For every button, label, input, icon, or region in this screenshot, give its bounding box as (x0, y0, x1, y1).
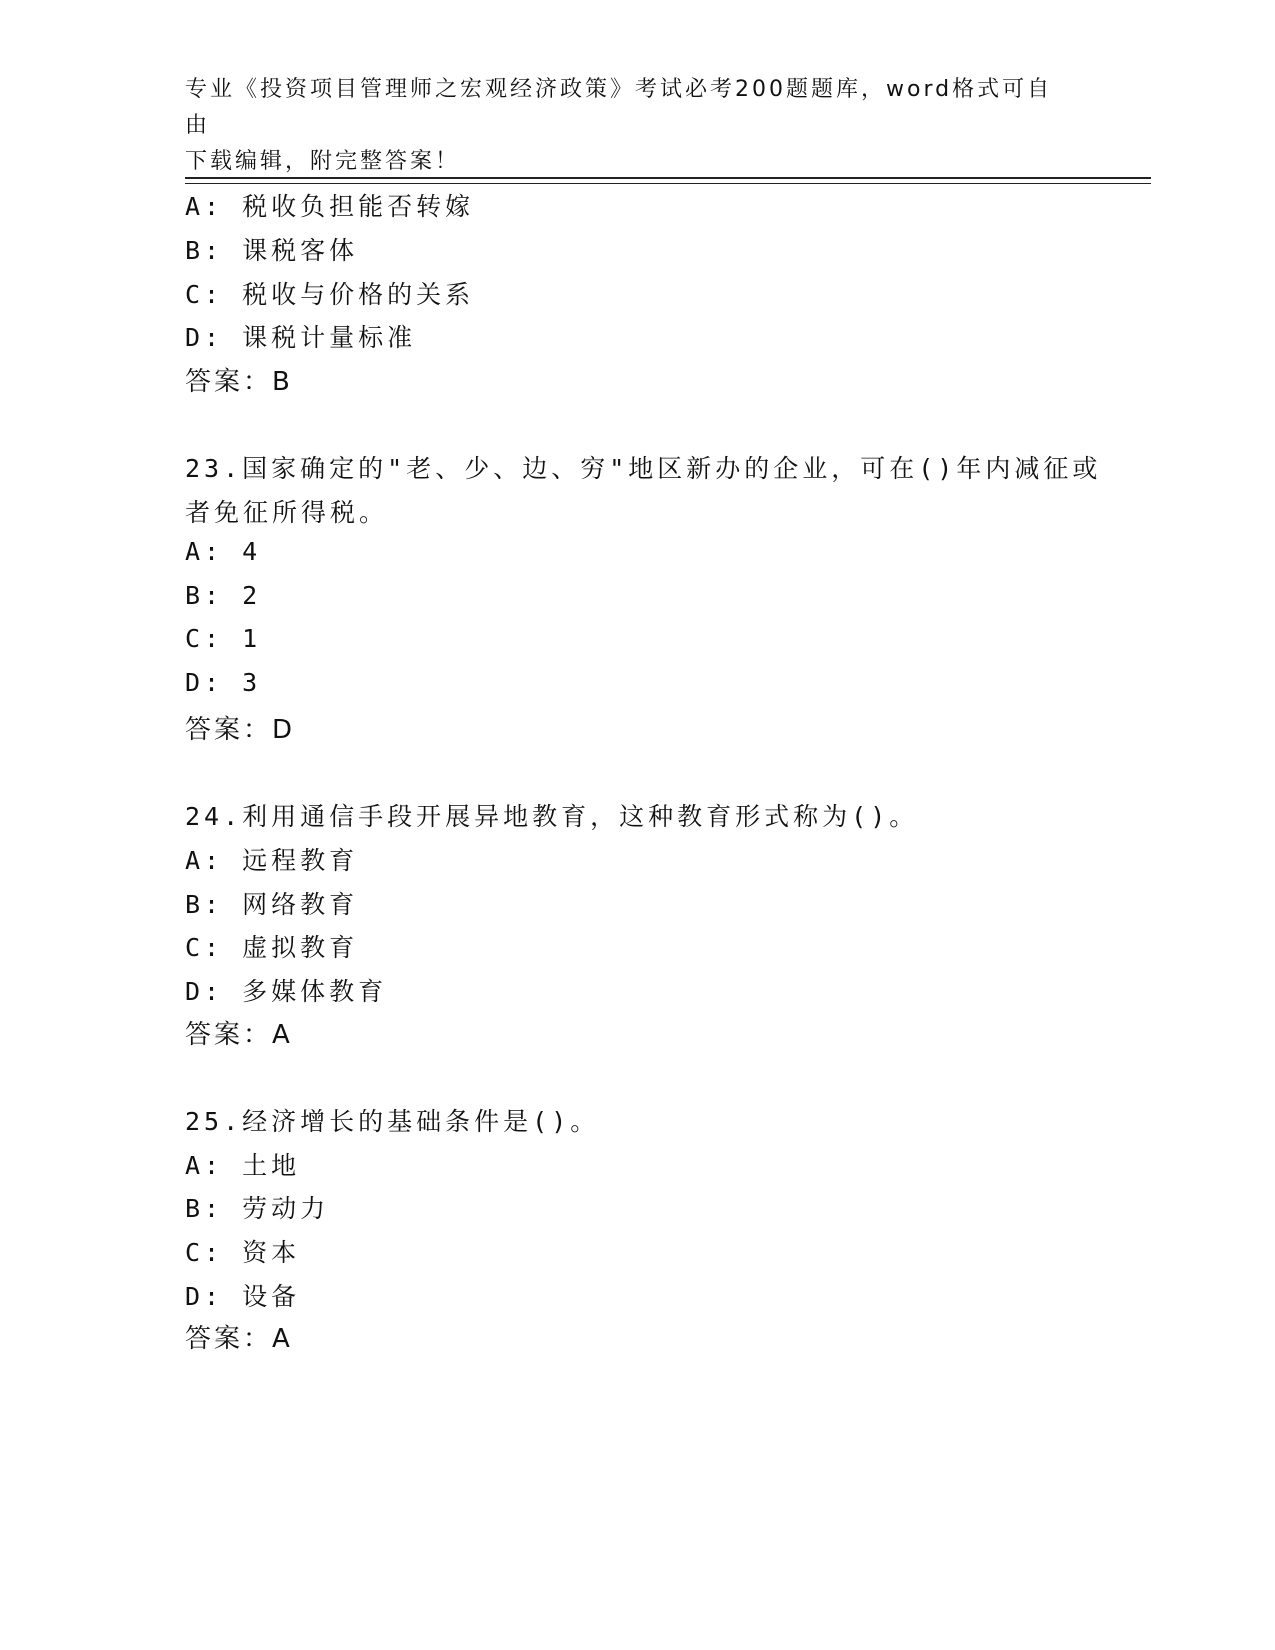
q24-stem: 24.利用通信手段开展异地教育，这种教育形式称为()。 (185, 802, 919, 831)
q25-option-b: B: 劳动力 (185, 1194, 330, 1223)
q23-answer: 答案：D (185, 715, 296, 745)
q23-stem-line-2: 者免征所得税。 (185, 498, 389, 527)
document-header (185, 72, 1065, 180)
q23-option-c: C: 1 (185, 624, 262, 653)
q25-stem: 25.经济增长的基础条件是()。 (185, 1107, 600, 1136)
header-divider-thin (185, 183, 1151, 184)
q23-option-b: B: 2 (185, 581, 262, 610)
q25-option-a: A: 土地 (185, 1151, 301, 1180)
q22-option-b: B: 课税客体 (185, 236, 359, 265)
q22-option-d: D: 课税计量标准 (185, 323, 417, 352)
q24-option-a: A: 远程教育 (185, 846, 359, 875)
q22-option-c: C: 税收与价格的关系 (185, 280, 475, 309)
header-line-2: 下载编辑，附完整答案！ (185, 149, 461, 174)
q25-option-c: C: 资本 (185, 1238, 301, 1267)
q24-option-c: C: 虚拟教育 (185, 933, 359, 962)
q23-stem-line-1: 23.国家确定的"老、少、边、穷"地区新办的企业，可在()年内减征或 (185, 454, 1102, 483)
header-divider-thick (185, 177, 1151, 179)
q23-option-d: D: 3 (185, 668, 262, 697)
header-line-1: 专业《投资项目管理师之宏观经济政策》考试必考200题题库，word格式可自由 (185, 77, 1053, 138)
q22-option-a: A: 税收负担能否转嫁 (185, 192, 475, 221)
q25-answer: 答案：A (185, 1324, 293, 1354)
q24-answer: 答案：A (185, 1020, 293, 1050)
q23-option-a: A: 4 (185, 537, 262, 566)
q25-option-d: D: 设备 (185, 1282, 301, 1311)
q24-option-b: B: 网络教育 (185, 890, 359, 919)
q22-answer: 答案：B (185, 367, 293, 397)
q24-option-d: D: 多媒体教育 (185, 977, 388, 1006)
